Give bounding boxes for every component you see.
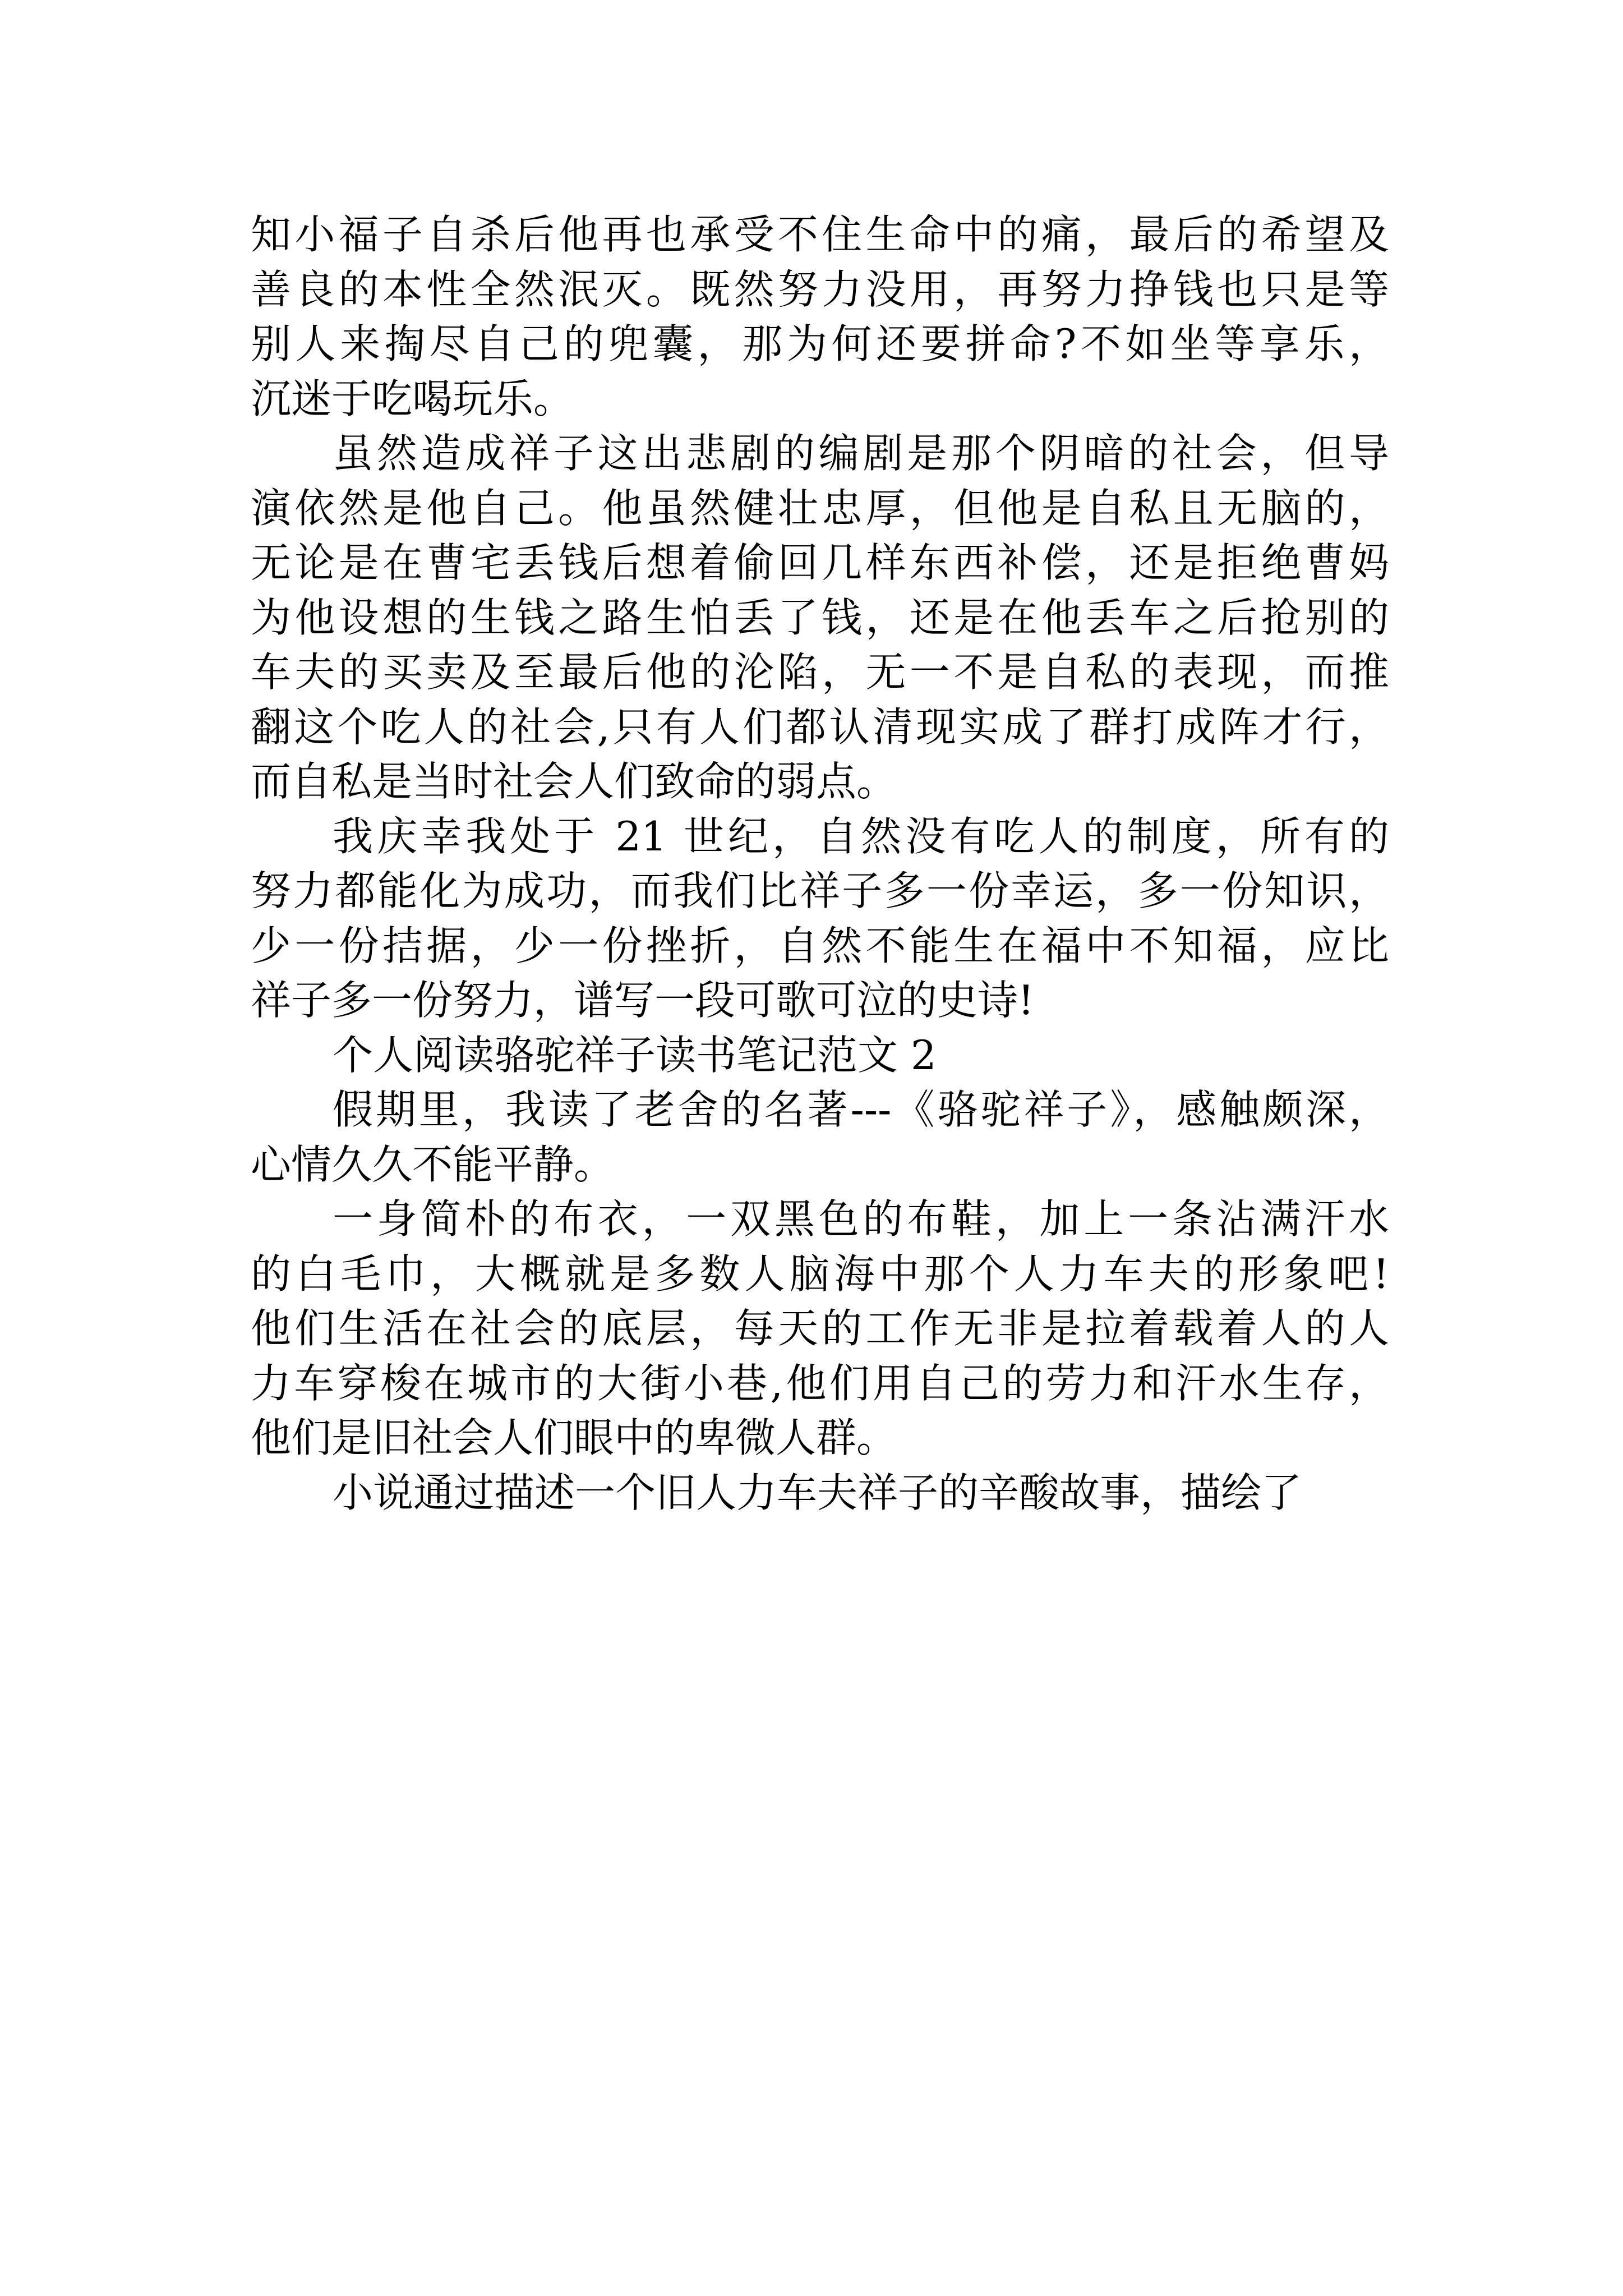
text-line: 他们是旧社会人们眼中的卑微人群。: [251, 1414, 897, 1461]
text-line: 小说通过描述一个旧人力车夫祥子的辛酸故事，描绘了: [333, 1469, 1302, 1516]
text-line: 而自私是当时社会人们致命的弱点。: [251, 758, 897, 805]
text-line: 他们生活在社会的底层，每天的工作无非是拉着载着人的人: [251, 1305, 1389, 1352]
text-line: 善良的本性全然泯灭。既然努力没用，再努力挣钱也只是等: [251, 265, 1389, 313]
text-line: 虽然造成祥子这出悲剧的编剧是那个阴暗的社会，但导: [333, 430, 1389, 477]
text-line: 别人来掏尽自己的兜囊，那为何还要拼命?不如坐等享乐，: [251, 320, 1389, 367]
section-heading: [251, 1028, 1389, 1083]
heading-text: 个人阅读骆驼祥子读书笔记范文 2: [333, 1031, 937, 1079]
text-line: 沉迷于吃喝玩乐。: [251, 375, 574, 422]
text-line: 无论是在曹宅丢钱后想着偷回几样东西补偿，还是拒绝曹妈: [251, 539, 1389, 586]
text-line: 的白毛巾，大概就是多数人脑海中那个人力车夫的形象吧!: [251, 1250, 1389, 1297]
paragraph: [251, 809, 1389, 1028]
paragraph: [251, 1192, 1389, 1466]
text-line: 心情久久不能平静。: [251, 1140, 615, 1188]
text-line: 车夫的买卖及至最后他的沦陷，无一不是自私的表现，而推: [251, 648, 1389, 696]
document-body: [251, 208, 1389, 1520]
text-line: 祥子多一份努力，谱写一段可歌可泣的史诗!: [251, 977, 1034, 1024]
text-line: 知小福子自杀后他再也承受不住生命中的痛，最后的希望及: [251, 211, 1389, 258]
paragraph: [251, 208, 1389, 426]
text-line: 为他设想的生钱之路生怕丢了钱，还是在他丢车之后抢别的: [251, 593, 1389, 641]
paragraph: [251, 426, 1389, 809]
text-line: 力车穿梭在城市的大街小巷,他们用自己的劳力和汗水生存，: [251, 1359, 1389, 1407]
paragraph: [251, 1466, 1389, 1521]
text-line: 少一份拮据，少一份挫折，自然不能生在福中不知福，应比: [251, 922, 1389, 969]
text-line: 演依然是他自己。他虽然健壮忠厚，但他是自私且无脑的，: [251, 484, 1389, 532]
text-line: 我庆幸我处于 21 世纪，自然没有吃人的制度，所有的: [333, 812, 1389, 860]
text-line: 假期里，我读了老舍的名著---《骆驼祥子》，感触颇深，: [333, 1086, 1389, 1133]
text-line: 翻这个吃人的社会,只有人们都认清现实成了群打成阵才行，: [251, 703, 1389, 751]
text-line: 努力都能化为成功，而我们比祥子多一份幸运，多一份知识，: [251, 867, 1389, 914]
paragraph: [251, 1083, 1389, 1192]
text-line: 一身简朴的布衣，一双黑色的布鞋，加上一条沾满汗水: [333, 1195, 1389, 1243]
